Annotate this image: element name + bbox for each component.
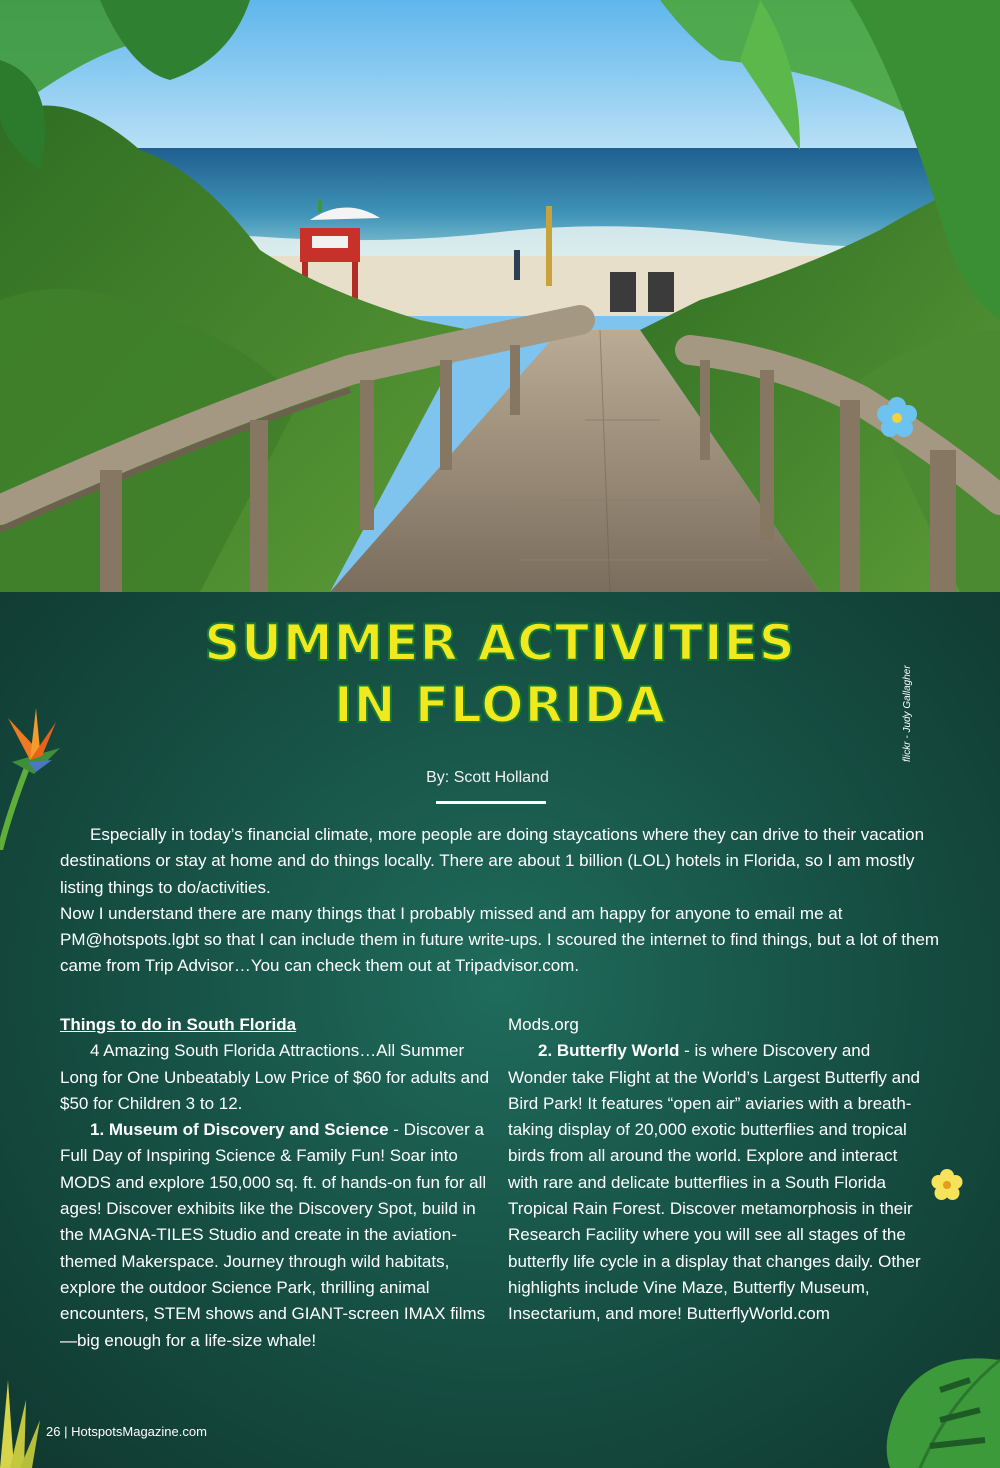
intro-paragraph-1: Especially in today’s financial climate, more people are doing staycations where they can drive to their vacation destinations or stay at home and do things locally. There are about 1 billion (LOL) hotels in Florida, so I am mostly listing things to do/activities.	[60, 825, 925, 897]
byline-divider	[436, 801, 546, 804]
item-museum	[60, 1117, 490, 1354]
item-museum-link: Mods.org	[508, 1015, 579, 1034]
photo-credit	[902, 722, 922, 762]
column-right	[508, 1012, 928, 1328]
page-footer	[46, 1424, 207, 1439]
section-heading: Things to do in South Florida	[60, 1015, 297, 1034]
item-butterfly-title: 2. Butterfly World	[538, 1041, 680, 1061]
title-line-2: IN FLORIDA	[334, 676, 666, 734]
article-title	[0, 612, 1000, 736]
page-number: 26	[46, 1424, 61, 1439]
hero-photo-boardwalk-beach	[0, 0, 1000, 592]
intro-paragraph-2: Now I understand there are many things that I probably missed and am happy for anyone to email me at PM@hotspots.lgbt so that I can include them in future write-ups. I scoured the internet to find things, but a lot of them came from Trip Advisor…You can check them out at Tripadvisor.com.	[60, 903, 940, 976]
item-museum-text: - Discover a Full Day of Inspiring Science & Family Fun! Soar into MODS and explore 150,000 sq. ft. of hands-on fun for all ages! Discover exhibits like the Discovery Spot, build in the MAGNA-TILES Studio and create in the aviation-themed Makerspace. Journey through wild habitats, explore the outdoor Science Park, thrilling animal encounters, STEM shows and GIANT-screen IMAX films—big enough for a life-size whale!	[60, 1120, 487, 1350]
section-lead: 4 Amazing South Florida Attractions…All Summer Long for One Unbeatably Low Price of $60 for adults and $50 for Children 3 to 12.	[60, 1041, 490, 1113]
monstera-leaf-icon	[860, 1340, 1000, 1468]
byline: By: Scott Holland	[426, 769, 549, 786]
column-left	[60, 1012, 490, 1354]
item-butterfly-text: - is where Discovery and Wonder take Flight at the World’s Largest Butterfly and Bird Park! It features “open air” aviaries with a breath-taking display of 20,000 exotic butterflies and tropical birds from all around the world. Explore and interact with rare and delicate butterflies in a South Florida Tropical Rain Forest. Discover metamorphosis in their Research Facility where you will see all stages of the butterfly life cycle in a display that changes daily. Other highlights include Vine Maze, Butterfly Museum, Insectarium, and more! ButterflyWorld.com	[508, 1041, 921, 1324]
intro-text	[60, 822, 940, 980]
title-line-1: SUMMER ACTIVITIES	[204, 614, 796, 672]
item-museum-title: 1. Museum of Discovery and Science	[90, 1120, 389, 1140]
item-butterfly-world	[508, 1038, 928, 1327]
footer-site: | HotspotsMagazine.com	[64, 1424, 207, 1439]
yellow-flower-icon	[930, 1168, 964, 1202]
grass-decoration	[0, 1370, 60, 1468]
